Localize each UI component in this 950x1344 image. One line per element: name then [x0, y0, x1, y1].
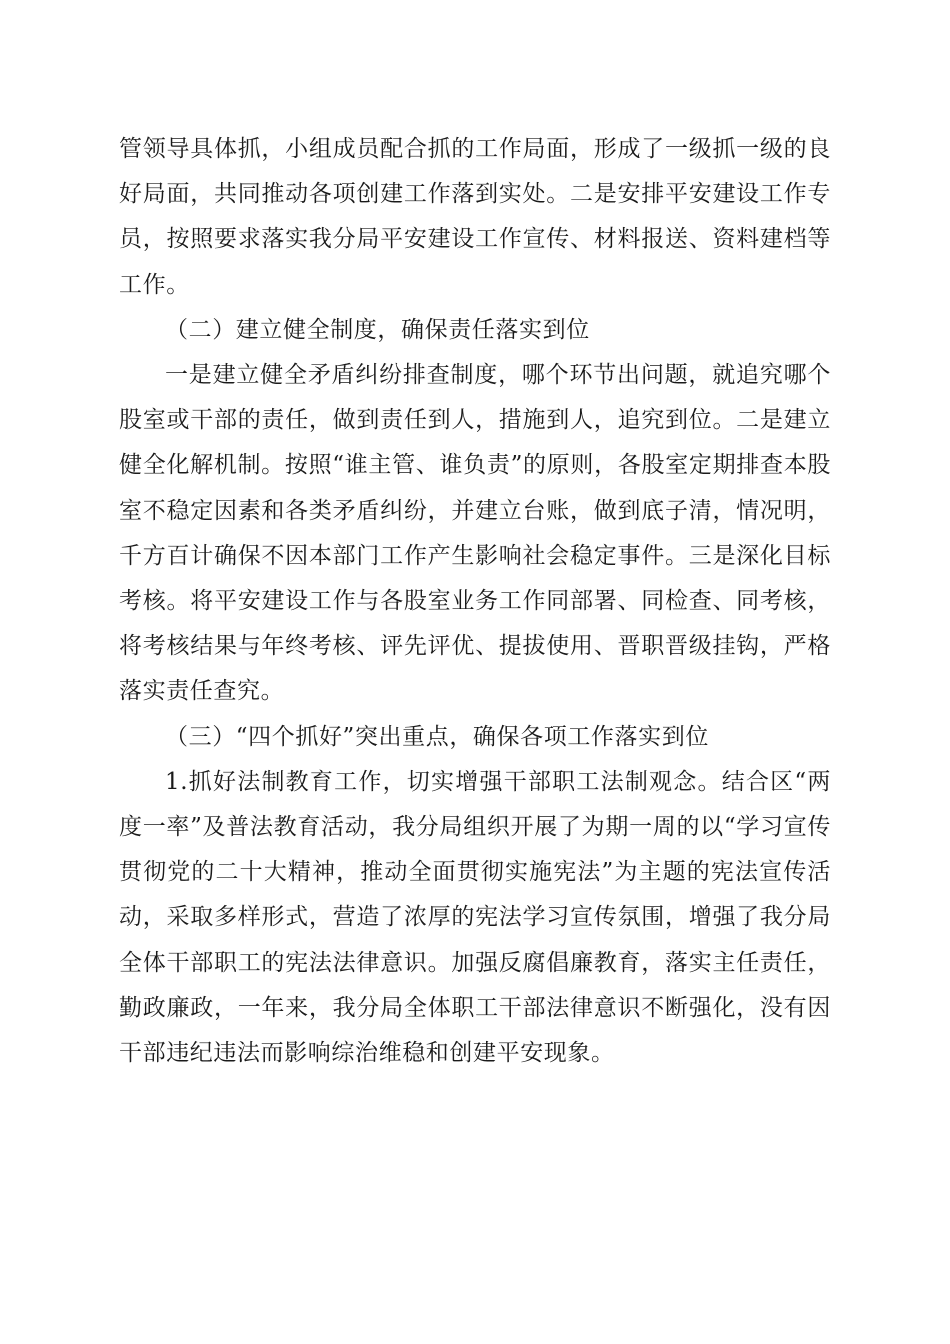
section-heading-3: （三）“四个抓好”突出重点，确保各项工作落实到位	[165, 723, 709, 750]
paragraph-legal-education: 1.抓好法制教育工作，切实增强干部职工法制观念。结合区“两度一率”及普法教育活动，我分局组织开展了为期一周的以“学习宣传贯彻党的二十大精神，推动全面贯彻实施宪法”为主题的宪法宣传活动，采取多样形式，营造了浓厚的宪法学习宣传氛围，增强了我分局全体干部职工的宪法法律意识。加强反腐倡廉教育，落实主任责任，勤政廉政，一年来，我分局全体职工干部法律意识不断强化，没有因干部违纪违法而影响综治维稳和创建平安现象。	[119, 768, 831, 1067]
section-heading-2: （二）建立健全制度，确保责任落实到位	[165, 316, 590, 343]
paragraph-continuation: 管领导具体抓，小组成员配合抓的工作局面，形成了一级抓一级的良好局面，共同推动各项创建工作落到实处。二是安排平安建设工作专员，按照要求落实我分局平安建设工作宣传、材料报送、资料建档等工作。	[119, 136, 831, 298]
paragraph-responsibility-system: 一是建立健全矛盾纠纷排查制度，哪个环节出问题，就追究哪个股室或干部的责任，做到责任到人，措施到人，追究到位。二是建立健全化解机制。按照“谁主管、谁负责”的原则，各股室定期排查本股室不稳定因素和各类矛盾纠纷，并建立台账，做到底子清，情况明，千方百计确保不因本部门工作产生影响社会稳定事件。三是深化目标考核。将平安建设工作与各股室业务工作同部署、同检查、同考核，将考核结果与年终考核、评先评优、提拔使用、晋职晋级挂钩，严格落实责任查究。	[119, 362, 831, 705]
document-body	[119, 127, 831, 1076]
